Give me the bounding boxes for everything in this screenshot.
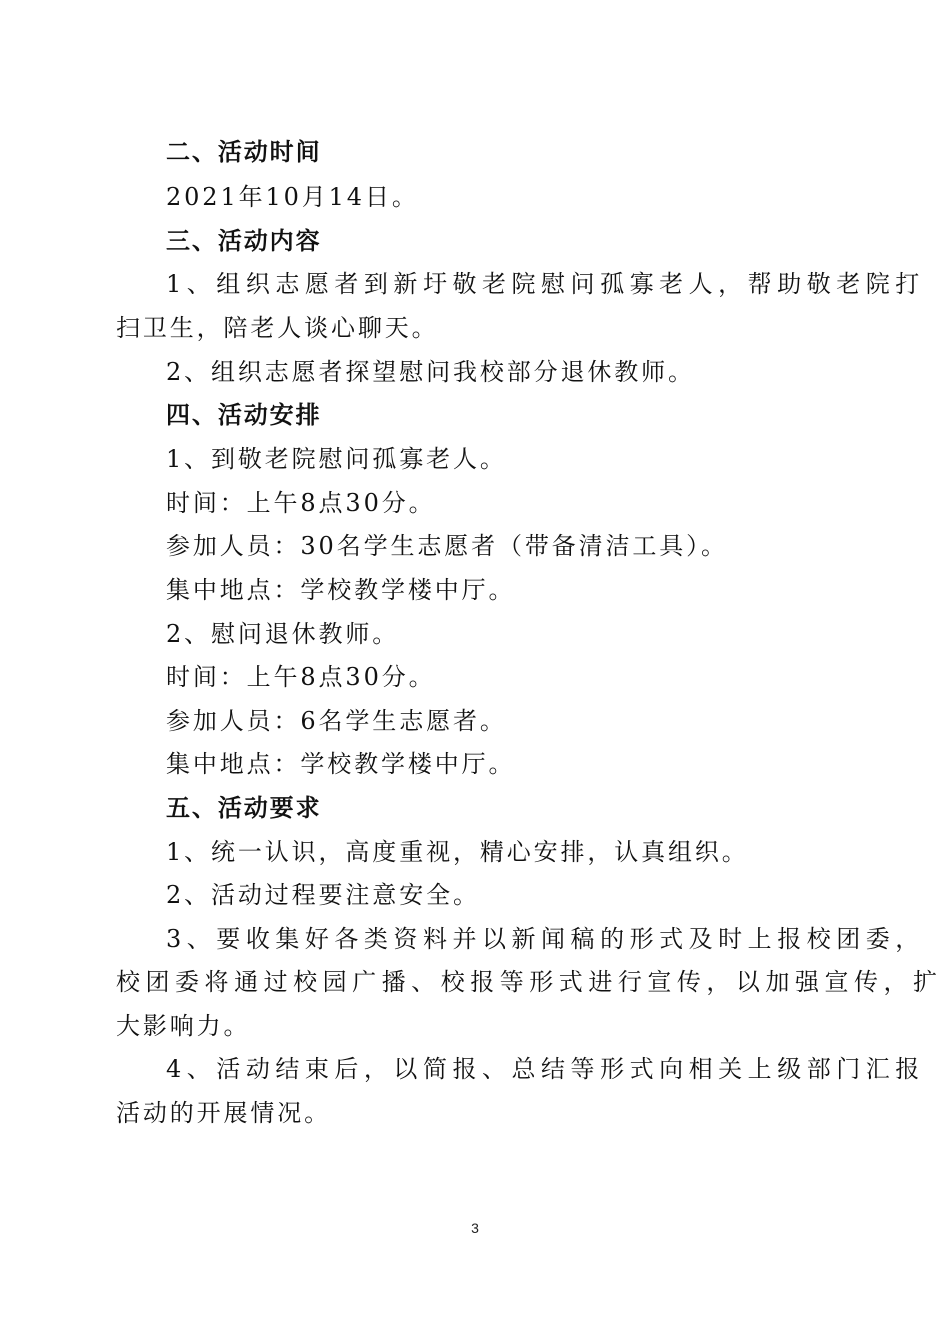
arrangement-1-location: 集中地点：学校教学楼中厅。 — [166, 576, 516, 604]
content-item-1: 1、组织志愿者到新圩敬老院慰问孤寡老人，帮助敬老院打 — [166, 270, 925, 298]
requirement-item-4: 4、活动结束后，以简报、总结等形式向相关上级部门汇报 — [166, 1055, 925, 1083]
arrangement-1-participants: 参加人员：30名学生志愿者（带备清洁工具）。 — [166, 532, 728, 560]
content-item-2: 2、组织志愿者探望慰问我校部分退休教师。 — [166, 358, 695, 386]
arrangement-1-time: 时间：上午8点30分。 — [166, 489, 436, 517]
arrangement-2-participants: 参加人员：6名学生志愿者。 — [166, 707, 507, 735]
activity-date: 2021年10月14日。 — [166, 183, 419, 211]
section-heading-content: 三、活动内容 — [166, 227, 322, 255]
requirement-item-2: 2、活动过程要注意安全。 — [166, 881, 480, 909]
arrangement-item-1: 1、到敬老院慰问孤寡老人。 — [166, 445, 507, 473]
section-heading-arrangement: 四、活动安排 — [166, 401, 322, 429]
requirement-item-3-end: 大影响力。 — [116, 1012, 251, 1040]
requirement-item-3: 3、要收集好各类资料并以新闻稿的形式及时上报校团委， — [166, 925, 925, 953]
page-number: 3 — [471, 1220, 479, 1236]
arrangement-2-location: 集中地点：学校教学楼中厅。 — [166, 750, 516, 778]
requirement-item-1: 1、统一认识，高度重视，精心安排，认真组织。 — [166, 838, 749, 866]
section-heading-requirements: 五、活动要求 — [166, 794, 322, 822]
requirement-item-3-continued: 校团委将通过校园广播、校报等形式进行宣传，以加强宣传，扩 — [116, 968, 943, 996]
arrangement-2-time: 时间：上午8点30分。 — [166, 663, 436, 691]
requirement-item-4-continued: 活动的开展情况。 — [116, 1099, 332, 1127]
content-item-1-continued: 扫卫生，陪老人谈心聊天。 — [116, 314, 439, 342]
arrangement-item-2: 2、慰问退休教师。 — [166, 620, 400, 648]
section-heading-time: 二、活动时间 — [166, 138, 322, 166]
